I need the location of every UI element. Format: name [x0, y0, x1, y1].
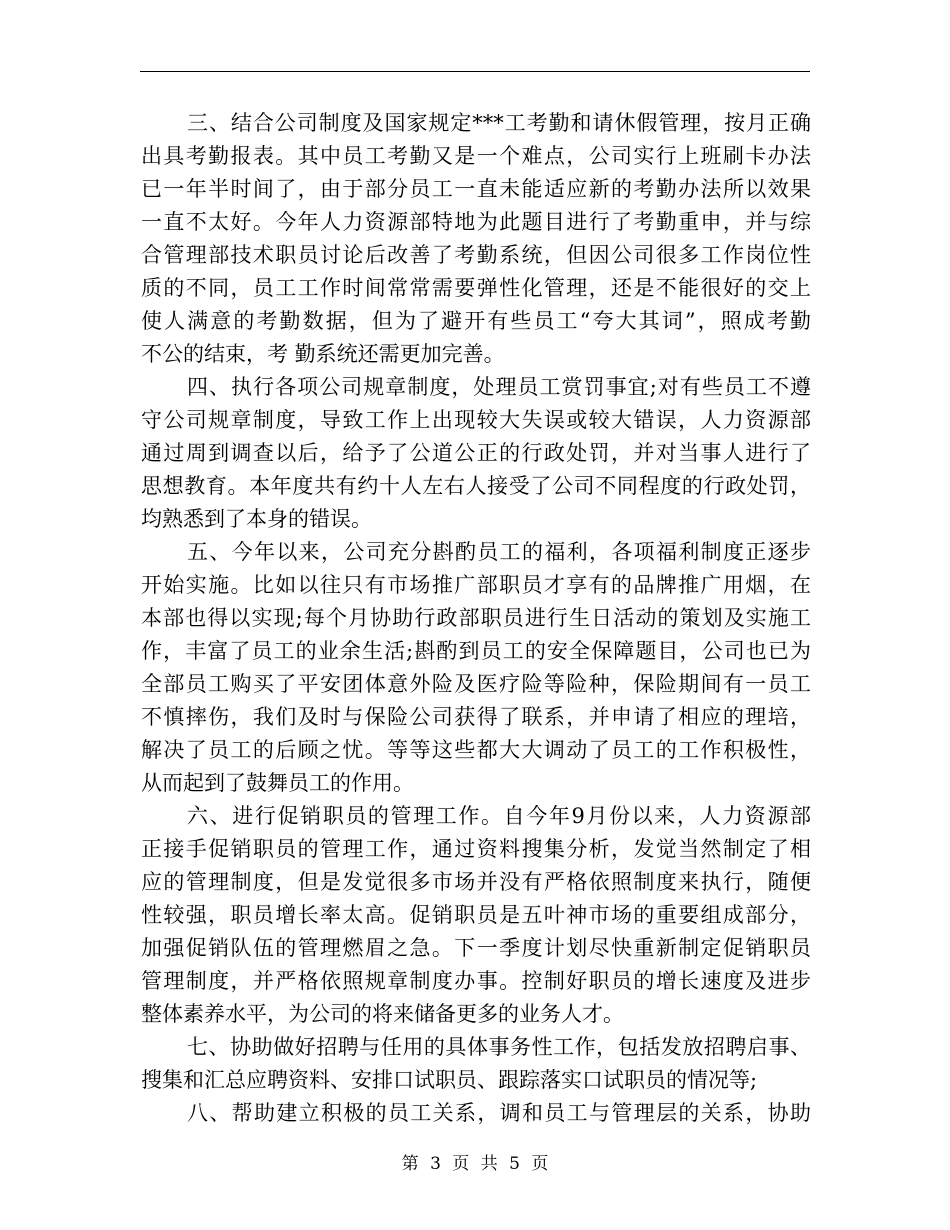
text-line: 思想教育。本年度共有约十人左右人接受了公司不同程度的行政处罚， [141, 474, 811, 498]
page-number-footer: 第 3 页 共 5 页 [401, 1154, 549, 1174]
text-line: 搜集和汇总应聘资料、安排口试职员、跟踪落实口试职员的情况等; [141, 1068, 758, 1092]
text-line: 质的不同，员工工作时间常常需要弹性化管理，还是不能很好的交上 [141, 276, 811, 300]
text-line: 开始实施。比如以往只有市场推广部职员才享有的品牌推广用烟，在 [141, 573, 811, 597]
paragraph-three [141, 107, 811, 371]
text-line: 作，丰富了员工的业余生活;斟酌到员工的安全保障题目，公司也已为 [141, 639, 811, 663]
text-line: 使人满意的考勤数据，但为了避开有些员工“夸大其词”，照成考勤 [141, 309, 811, 333]
text-line: 应的管理制度，但是发觉很多市场并没有严格依照制度来执行，随便 [141, 870, 811, 894]
text-line: 四、执行各项公司规章制度，处理员工赏罚事宜;对有些员工不遵 [187, 375, 811, 399]
text-line: 五、今年以来，公司充分斟酌员工的福利，各项福利制度正逐步 [187, 540, 811, 564]
text-line: 从而起到了鼓舞员工的作用。 [141, 771, 414, 795]
text-line: 通过周到调查以后，给予了公道公正的行政处罚，并对当事人进行了 [141, 441, 811, 465]
text-line: 守公司规章制度，导致工作上出现较大失误或较大错误，人力资源部 [141, 408, 811, 432]
paragraph-four [141, 371, 811, 536]
text-line: 合管理部技术职员讨论后改善了考勤系统，但因公司很多工作岗位性 [141, 243, 811, 267]
text-line: 不慎摔伤，我们及时与保险公司获得了联系，并申请了相应的理培， [141, 705, 811, 729]
document-body [141, 107, 811, 1130]
text-line: 不公的结束，考 勤系统还需更加完善。 [141, 342, 505, 366]
text-line: 性较强，职员增长率太高。促销职员是五叶神市场的重要组成部分， [141, 903, 811, 927]
header-rule [140, 71, 810, 72]
text-line: 全部员工购买了平安团体意外险及医疗险等险种，保险期间有一员工 [141, 672, 811, 696]
text-line: 已一年半时间了，由于部分员工一直未能适应新的考勤办法所以效果 [141, 177, 811, 201]
text-line: 加强促销队伍的管理燃眉之急。下一季度计划尽快重新制定促销职员 [141, 936, 811, 960]
text-line: 本部也得以实现;每个月协助行政部职员进行生日活动的策划及实施工 [141, 606, 811, 630]
text-line: 均熟悉到了本身的错误。 [141, 507, 372, 531]
text-line: 出具考勤报表。其中员工考勤又是一个难点，公司实行上班刷卡办法 [141, 144, 811, 168]
text-line: 七、协助做好招聘与任用的具体事务性工作，包括发放招聘启事、 [187, 1035, 811, 1059]
paragraph-seven [141, 1031, 811, 1097]
text-line: 三、结合公司制度及国家规定***工考勤和请休假管理，按月正确 [187, 111, 811, 135]
text-line: 正接手促销职员的管理工作，通过资料搜集分析，发觉当然制定了相 [141, 837, 811, 861]
text-line: 管理制度，并严格依照规章制度办事。控制好职员的增长速度及进步 [141, 969, 811, 993]
paragraph-six [141, 800, 811, 1031]
paragraph-eight [141, 1097, 811, 1130]
text-line: 八、帮助建立积极的员工关系，调和员工与管理层的关系，协助 [187, 1101, 811, 1125]
text-line: 解决了员工的后顾之忧。等等这些都大大调动了员工的工作积极性， [141, 738, 811, 762]
text-line: 整体素养水平，为公司的将来储备更多的业务人才。 [141, 1002, 624, 1026]
text-line: 六、进行促销职员的管理工作。自今年9月份以来，人力资源部 [187, 804, 811, 828]
text-line: 一直不太好。今年人力资源部特地为此题目进行了考勤重申，并与综 [141, 210, 811, 234]
paragraph-five [141, 536, 811, 800]
